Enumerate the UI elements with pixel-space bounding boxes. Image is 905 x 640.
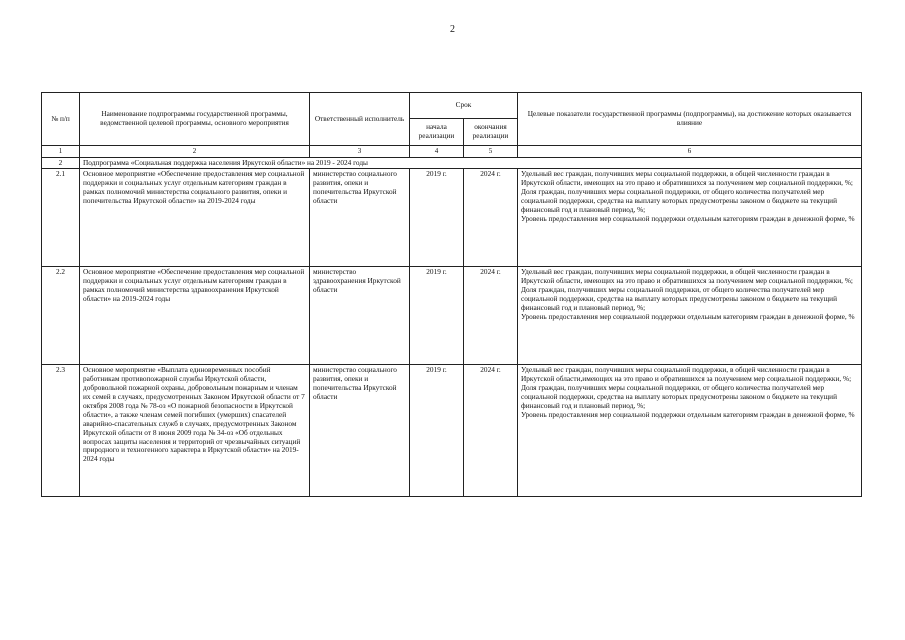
subprogram-num: 2	[42, 157, 80, 169]
column-number: 1	[42, 146, 80, 158]
row-end-year: 2024 г.	[464, 365, 518, 497]
row-num: 2.1	[42, 169, 80, 267]
header-indicators: Целевые показатели государственной программы (подпрограммы), на достижение которых оказывается влияние	[518, 93, 862, 146]
column-number: 2	[80, 146, 310, 158]
indicator-item: Доля граждан, получивших меры социальной поддержки, от общего количества получателей мер социальной поддержки, средства на выплату которых предусмотрены законом о бюджете на текущий финансовый год и плановый период, %;	[521, 187, 837, 214]
table-row	[42, 267, 862, 365]
header-name: Наименование подпрограммы государственной программы, ведомственной целевой программы, основного мероприятия	[80, 93, 310, 146]
subprogram-row	[42, 157, 862, 169]
row-indicators	[518, 267, 862, 365]
row-end-year: 2024 г.	[464, 169, 518, 267]
indicator-item: Удельный вес граждан, получивших меры социальной поддержки, в общей численности граждан в Иркутской области, имеющих на это право и обратившихся за получением мер социальной поддержки, %;	[521, 169, 853, 188]
row-responsible: министерство здравоохранения Иркутской области	[310, 267, 410, 365]
program-table	[41, 92, 862, 497]
header-num: № п/п	[42, 93, 80, 146]
table-row	[42, 365, 862, 497]
indicator-item: Доля граждан, получивших меры социальной поддержки, от общего количества получателей мер социальной поддержки, средства на выплату которых предусмотрены законом о бюджете на текущий финансовый год и плановый период, %;	[521, 285, 837, 312]
column-number: 4	[410, 146, 464, 158]
indicator-item: Удельный вес граждан, получивших меры социальной поддержки, в общей численности граждан в Иркутской области, имеющих на это право и обратившихся за получением мер социальной поддержки, %;	[521, 267, 853, 286]
indicator-item: Уровень предоставления мер социальной поддержки отдельным категориям граждан в денежной форме, %	[521, 213, 855, 223]
table-row	[42, 169, 862, 267]
row-end-year: 2024 г.	[464, 267, 518, 365]
row-responsible: министерство социального развития, опеки и попечительства Иркутской области	[310, 365, 410, 497]
row-num: 2.2	[42, 267, 80, 365]
row-start-year: 2019 г.	[410, 169, 464, 267]
column-number: 3	[310, 146, 410, 158]
row-activity-name: Основное мероприятие «Выплата единовременных пособий работникам противопожарной службы Иркутской области, добровольной пожарной охраны, добровольным пожарным и членам их семей в случаях, предусмотренных Законом Иркутской области от 7 октября 2008 года № 78-оз «О пожарной безопасности в Иркутской области», а также членам семей погибших (умерших) спасателей аварийно-спасательных служб в случаях, предусмотренных Законом Иркутской области от 8 июня 2009 года № 34-оз «Об отдельных вопросах защиты населения и территорий от чрезвычайных ситуаций природного и техногенного характера в Иркутской области» на 2019-2024 годы	[80, 365, 310, 497]
column-number: 6	[518, 146, 862, 158]
column-number: 5	[464, 146, 518, 158]
header-term: Срок	[410, 93, 518, 119]
row-indicators	[518, 169, 862, 267]
column-number-row	[42, 146, 862, 158]
row-num: 2.3	[42, 365, 80, 497]
row-start-year: 2019 г.	[410, 267, 464, 365]
row-activity-name: Основное мероприятие «Обеспечение предоставления мер социальной поддержки и социальных услуг отдельным категориям граждан в рамках полномочий министерства здравоохранения Иркутской области» на 2019-2024 годы	[80, 267, 310, 365]
indicator-item: Удельный вес граждан, получивших меры социальной поддержки, в общей численности граждан в Иркутской области,имеющих на это право и обратившихся за получением мер социальной поддержки, %;	[521, 365, 852, 384]
indicator-item: Уровень предоставления мер социальной поддержки отдельным категориям граждан в денежной форме, %	[521, 409, 855, 419]
subprogram-title: Подпрограмма «Социальная поддержка населения Иркутской области» на 2019 - 2024 годы	[80, 157, 862, 169]
row-responsible: министерство социального развития, опеки и попечительства Иркутской области	[310, 169, 410, 267]
page-number: 2	[450, 24, 455, 35]
indicator-item: Доля граждан, получивших меры социальной поддержки, от общего количества получателей мер социальной поддержки, средства на выплату которых предусмотрены законом о бюджете на текущий финансовый год и плановый период, %;	[521, 383, 837, 410]
indicator-item: Уровень предоставления мер социальной поддержки отдельным категориям граждан в денежной форме, %	[521, 311, 855, 321]
header-responsible: Ответственный исполнитель	[310, 93, 410, 146]
header-start: начала реализации	[410, 119, 464, 146]
row-start-year: 2019 г.	[410, 365, 464, 497]
row-indicators	[518, 365, 862, 497]
row-activity-name: Основное мероприятие «Обеспечение предоставления мер социальной поддержки и социальных услуг отдельным категориям граждан в рамках полномочий министерства социального развития, опеки и попечительства Иркутской области» на 2019-2024 годы	[80, 169, 310, 267]
header-end: окончания реализации	[464, 119, 518, 146]
